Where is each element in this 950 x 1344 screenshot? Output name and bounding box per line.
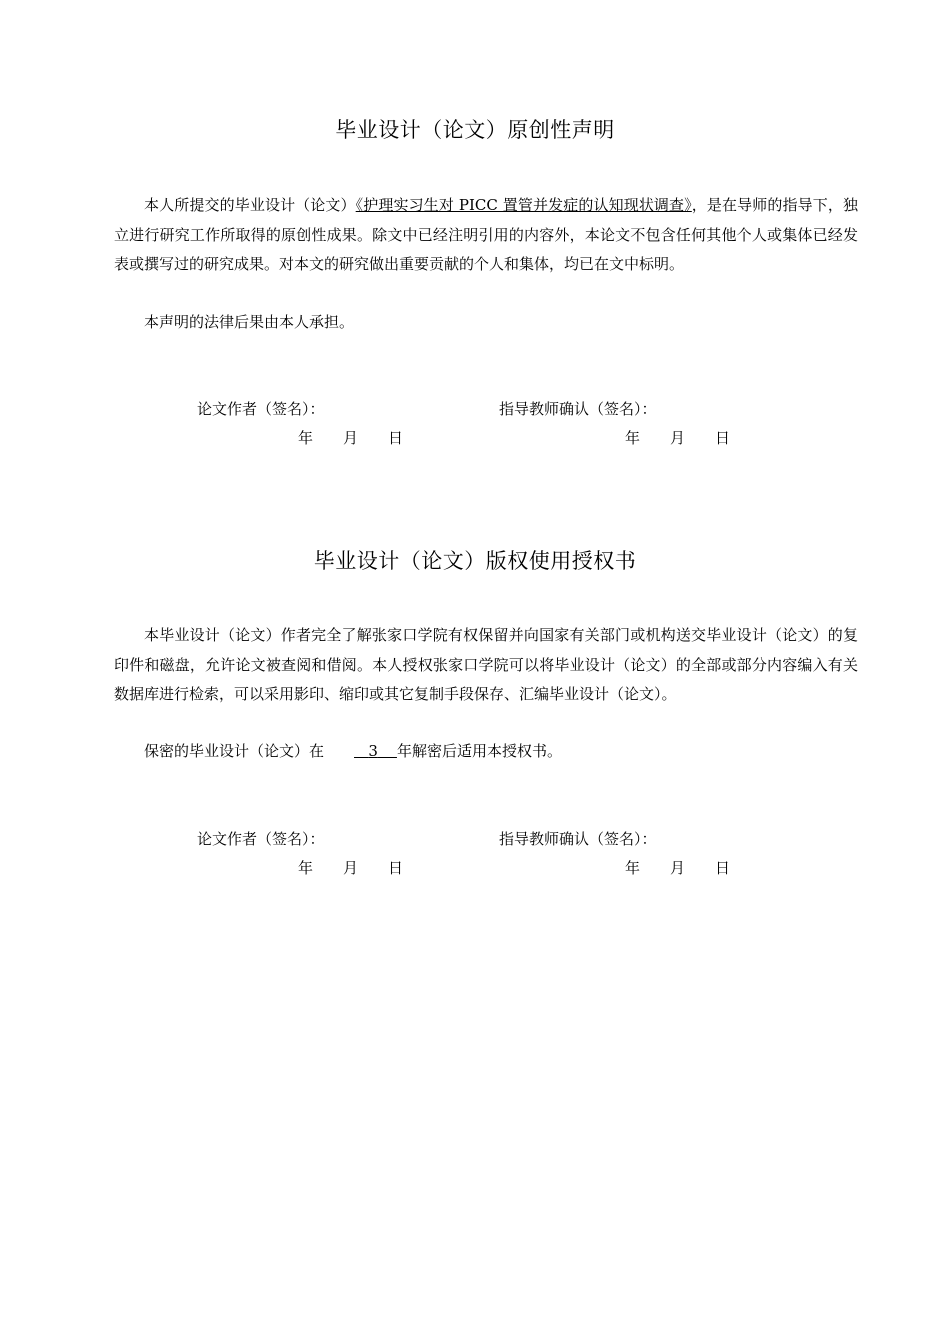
originality-author-signature-label: 论文作者（签名）： xyxy=(197,400,325,418)
confidential-years-blank xyxy=(324,737,397,767)
originality-para1-suffix: ，是在导师的指导下，独立进行研究工作所取得的原创性成果。除文中已经注明引用的内容外，本论文不包含任何其他个人或集体已经发表或撰写过的研究成果。对本文的研究做出重要贡献的个人和集体，均已在文中标明。 xyxy=(114,196,858,273)
originality-author-date: 年 月 日 xyxy=(298,429,404,447)
copyright-paragraph-1: 本毕业设计（论文）作者完全了解张家口学院有权保留并向国家有关部门或机构送交毕业设计（论文）的复印件和磁盘，允许论文被查阅和借阅。本人授权张家口学院可以将毕业设计（论文）的全部或部分内容编入有关数据库进行检索，可以采用影印、缩印或其它复制手段保存、汇编毕业设计（论文）。 xyxy=(114,626,858,703)
originality-paragraph-2: 本声明的法律后果由本人承担。 xyxy=(144,313,355,331)
copyright-paragraph-2 xyxy=(114,737,858,767)
confidential-years: 3 xyxy=(368,742,378,760)
originality-paragraph-1 xyxy=(114,191,858,280)
copyright-advisor-date: 年 月 日 xyxy=(625,859,731,877)
copyright-author-date: 年 月 日 xyxy=(298,859,404,877)
copyright-advisor-signature-label: 指导教师确认（签名）： xyxy=(499,830,657,848)
originality-advisor-date: 年 月 日 xyxy=(625,429,731,447)
originality-para1-prefix: 本人所提交的毕业设计（论文） xyxy=(144,196,356,214)
thesis-title: 《护理实习生对 PICC 置管并发症的认知现状调查》 xyxy=(355,196,692,214)
originality-title: 毕业设计（论文）原创性声明 xyxy=(335,118,615,142)
copyright-title: 毕业设计（论文）版权使用授权书 xyxy=(313,549,637,573)
copyright-para2-suffix: 年解密后适用本授权书。 xyxy=(396,742,562,760)
originality-advisor-signature-label: 指导教师确认（签名）： xyxy=(499,400,657,418)
copyright-author-signature-label: 论文作者（签名）： xyxy=(197,830,325,848)
copyright-para2-prefix: 保密的毕业设计（论文）在 xyxy=(144,742,325,760)
